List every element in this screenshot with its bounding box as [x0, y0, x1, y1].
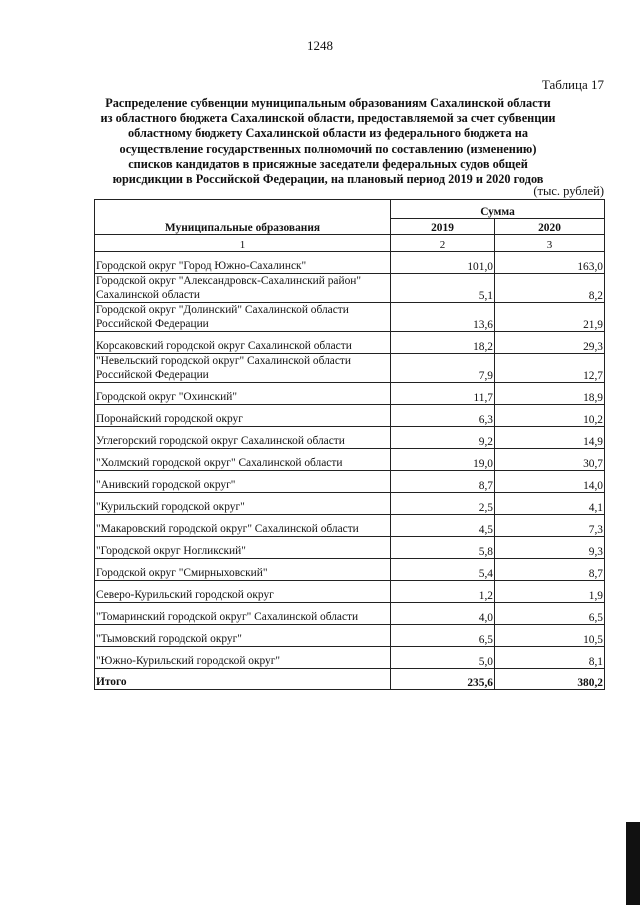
subsidy-table: [94, 199, 605, 690]
value-2019: 4,5: [391, 515, 495, 537]
value-2020: 12,7: [495, 354, 605, 383]
total-row: [95, 669, 605, 690]
value-2019: 11,7: [391, 383, 495, 405]
value-2019: 5,4: [391, 559, 495, 581]
value-2020: 4,1: [495, 493, 605, 515]
municipality-name: Поронайский городской округ: [95, 405, 391, 427]
value-2019: 4,0: [391, 603, 495, 625]
value-2020: 14,9: [495, 427, 605, 449]
value-2020: 1,9: [495, 581, 605, 603]
table-row: [95, 581, 605, 603]
value-2019: 7,9: [391, 354, 495, 383]
table-label: Таблица 17: [541, 77, 604, 92]
table-row: [95, 427, 605, 449]
total-2020: 380,2: [495, 669, 605, 690]
municipality-name: "Невельский городской округ" Сахалинской области Российской Федерации: [95, 354, 391, 383]
value-2019: 2,5: [391, 493, 495, 515]
municipality-name: "Тымовский городской округ": [95, 625, 391, 647]
municipality-name: "Томаринский городской округ" Сахалинской области: [95, 603, 391, 625]
municipality-name: "Курильский городской округ": [95, 493, 391, 515]
header-year-2020: 2020: [495, 218, 605, 234]
table-row: [95, 274, 605, 303]
table-row: [95, 625, 605, 647]
value-2020: 14,0: [495, 471, 605, 493]
value-2019: 1,2: [391, 581, 495, 603]
table-row: [95, 515, 605, 537]
municipality-name: "Макаровский городской округ" Сахалинской области: [95, 515, 391, 537]
value-2020: 7,3: [495, 515, 605, 537]
document-title: Распределение субвенции муниципальным образованиям Сахалинской области из областного бюджета Сахалинской области, предоставляемой за счет субвенции областному бюджету Сахалинской области из федерального бюджета на осуществление государственных полномочий по составлению (изменению) списков кандидатов в присяжные заседатели федеральных судов общей юрисдикции в Российской Федерации, на плановый период 2019 и 2020 годов: [100, 96, 556, 187]
value-2020: 21,9: [495, 303, 605, 332]
municipality-name: "Холмский городской округ" Сахалинской области: [95, 449, 391, 471]
table-row: [95, 647, 605, 669]
municipality-name: "Южно-Курильский городской округ": [95, 647, 391, 669]
table-row: [95, 603, 605, 625]
municipality-name: Углегорский городской округ Сахалинской области: [95, 427, 391, 449]
header-municipalities: Муниципальные образования: [95, 200, 391, 235]
value-2019: 5,0: [391, 647, 495, 669]
value-2020: 10,5: [495, 625, 605, 647]
value-2020: 18,9: [495, 383, 605, 405]
value-2020: 9,3: [495, 537, 605, 559]
municipality-name: Городской округ "Охинский": [95, 383, 391, 405]
value-2020: 10,2: [495, 405, 605, 427]
value-2020: 163,0: [495, 252, 605, 274]
table-row: [95, 383, 605, 405]
value-2019: 6,3: [391, 405, 495, 427]
table-row: [95, 471, 605, 493]
municipality-name: "Анивский городской округ": [95, 471, 391, 493]
column-index: 1: [95, 235, 391, 252]
value-2019: 13,6: [391, 303, 495, 332]
total-2019: 235,6: [391, 669, 495, 690]
value-2019: 19,0: [391, 449, 495, 471]
table-row: [95, 493, 605, 515]
table-row: [95, 252, 605, 274]
column-index: 3: [495, 235, 605, 252]
table-row: [95, 354, 605, 383]
table-row: [95, 303, 605, 332]
value-2020: 30,7: [495, 449, 605, 471]
value-2019: 18,2: [391, 332, 495, 354]
value-2020: 8,1: [495, 647, 605, 669]
municipality-name: Городской округ "Долинский" Сахалинской области Российской Федерации: [95, 303, 391, 332]
units-label: (тыс. рублей): [533, 184, 604, 198]
municipality-name: Городской округ "Александровск-Сахалинский район" Сахалинской области: [95, 274, 391, 303]
header-sum: Сумма: [391, 200, 605, 219]
table-row: [95, 449, 605, 471]
table-row: [95, 559, 605, 581]
total-label: Итого: [95, 669, 391, 690]
municipality-name: Корсаковский городской округ Сахалинской области: [95, 332, 391, 354]
value-2019: 5,8: [391, 537, 495, 559]
municipality-name: Северо-Курильский городской округ: [95, 581, 391, 603]
value-2020: 8,2: [495, 274, 605, 303]
table-row: [95, 405, 605, 427]
column-index: 2: [391, 235, 495, 252]
value-2020: 29,3: [495, 332, 605, 354]
value-2019: 6,5: [391, 625, 495, 647]
page-number: 1248: [307, 38, 333, 53]
municipality-name: Городской округ "Город Южно-Сахалинск": [95, 252, 391, 274]
municipality-name: "Городской округ Ногликский": [95, 537, 391, 559]
value-2019: 8,7: [391, 471, 495, 493]
value-2019: 5,1: [391, 274, 495, 303]
header-year-2019: 2019: [391, 218, 495, 234]
table-row: [95, 537, 605, 559]
value-2019: 9,2: [391, 427, 495, 449]
value-2019: 101,0: [391, 252, 495, 274]
municipality-name: Городской округ "Смирныховский": [95, 559, 391, 581]
value-2020: 8,7: [495, 559, 605, 581]
value-2020: 6,5: [495, 603, 605, 625]
table-row: [95, 332, 605, 354]
scan-edge-mark: [626, 822, 640, 905]
